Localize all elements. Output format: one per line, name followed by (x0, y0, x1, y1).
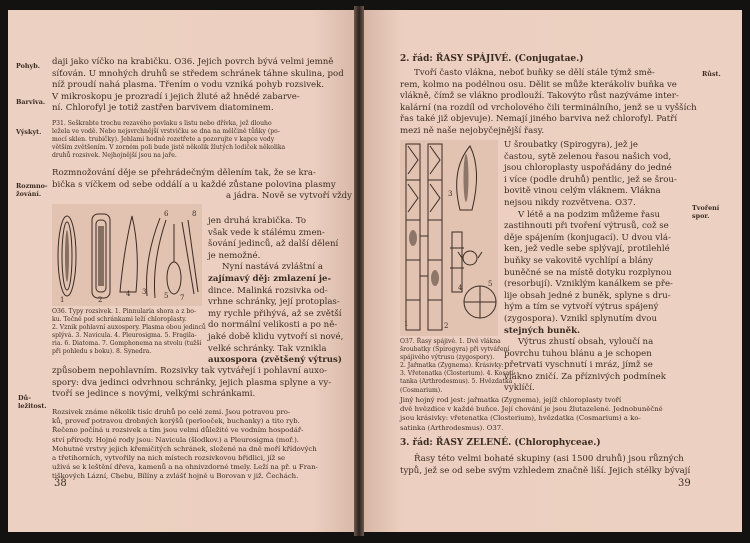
margin-note: Růst. (702, 70, 721, 78)
page-number: 38 (54, 478, 67, 489)
figure-number: 8 (192, 210, 197, 218)
margin-note: Barviva. (16, 98, 46, 106)
figure-number: 5 (488, 280, 493, 288)
margin-note: Tvoření spor. (692, 204, 720, 220)
margin-note: Pohyb. (16, 62, 40, 70)
paragraph: způsobem nepohlavním. Rozsivky tak vytvářejí i pohlavní auxo- spory: dva jedinci odvrhnou schránky, jejich plasma splyne a vy- tvoří se jedince s novými, velkými schránkami. (52, 366, 332, 400)
practical-note: P31. Seškrabte trochu rezavého povlaku s listu nebo dřívka, jež dlouho ležela ve vodě. Nebo nejsvrchnější vrstvičku se dna na mělčině tůňky (po- mocí sklen. trubičky). Jehlami hodně rozetřete a pozorujte v kapce vody větším zvětšením. V zorném poli bude jistě několik žlutých lodiček několika druhů rozsivek. Nejhojnější jsou na jaře. (52, 120, 286, 160)
figure-number: 3 (448, 190, 453, 198)
figure-number: 1 (60, 296, 65, 304)
figure-number: 5 (164, 292, 169, 300)
figure-number: 4 (126, 290, 131, 298)
right-page (364, 10, 742, 532)
figure-number: 4 (458, 284, 463, 292)
conjugatae-figure (400, 140, 498, 336)
figure-caption: O36. Typy rozsivek. 1. Pinnularia shora a z bo- ku. Tečně pod schránkami leží chloroplasty. 2. Vznik pohlavní auxospory. Plasma obou jedinců splývá. 3. Navicula. 4. Pleurosigma. 5. Fragila- ria. 6. Diatoma. 7. Gomphonema na stvolu (tužší při pohledu s boku). 8. Synedra. (52, 308, 206, 356)
paragraph: Jiný hojný rod jest: jařmatka (Zygnema), jejíž chloroplasty tvoří dvě hvězdice v každé buňce. Její chování je jsou žlutazelené. Jednobuněčné jsou krásivky: vřetenatka (Closterium), hvězdatka (Cosmarium) a ko- satinka (Arthrodesmus). O37. (400, 396, 663, 432)
figure-number: 1 (404, 320, 409, 328)
page-number: 39 (678, 478, 691, 489)
paragraph: Rozmnožování děje se přehrádečným dělením tak, že se kra- bička s víčkem od sebe oddálí a u každé zůstane polovina plasmy a jádra. Nově se vytvoří vždy (52, 168, 352, 202)
paragraph: Rozsivek známe několik tisíc druhů po celé zemi. Jsou potravou pro- ků, proveď potravou drobných korýšů (perlooček, buchanky) a tito ryb. Řečeno počíná u rozsivek a tím jsou velmi důležité ve vodním hospodář- ství přírody. Hojné rody jsou: Navicula (šlodkov.) a Pleurosigma (moř.). Mohutné vrstvy jejich křemičitých schránek, složené na dně moří křídových a třetihorních, vytvořily na nich místech rozsivkovou břidlici, jíž se užívá se k leštění dřeva, kamenů a na ohnivzdorné tmely. Leží na př. u Fran- tiškových Lázní, Chebu, Bílíny a zvlášť hojně u Borovan v již. Čechách. (52, 408, 318, 481)
figure-number: 2 (98, 296, 103, 304)
section-heading: 2. řád: ŘASY SPÁJIVÉ. (Conjugatae.) (400, 54, 584, 64)
paragraph: Tvoří často vlákna, neboť buňky se dělí stále týmž smě- rem, kolmo na podélnou osu. Dělit se může kterákoliv buňka ve vlákně, čímž se vlákno prodlouží. Takovýto růst nazýváme inter- kalární (na rozdíl od vrcholového čili terminálního, jenž se u vyšších řas také již objevuje). Nemají jiného barviva než chlorofyl. Patří mezi ně naše nejobyčejnější řasy. (400, 68, 697, 136)
figure-number: 2 (444, 322, 449, 330)
margin-note: Dů-ležitost. (18, 394, 47, 410)
paragraph: jen druhá krabička. To však vede k stálému zmen- šování jedinců, až další dělení je nemožné. Nyní nastává zvláštní a zajímavý děj: zmlazení je- dince. Malinká rozsivka od- vrhne schránky, její protoplas- my rychle přihývá, až se zvětší do normální velikosti a po ně- jaké době klidu vytvoří si nové, velké schránky. Tak vznikla auxospora (zvětšený výtrus) (208, 216, 344, 366)
paragraph: U šroubatky (Spirogyra), jež je častou, sytě zelenou řasou našich vod, jsou chloroplasty uspořádány do jedné i více (podle druhů) pentlic, jež se šrou- bovitě vinou celým vláknem. Vlákna nejsou nikdy rozvětvena. O37. V létě a na podzim můžeme řasu zastihnouti při tvoření výtrusů, což se děje spájením (konjugací). U dvou vlá- ken, jež vedle sebe splývají, protilehlé buňky se vakovitě vychlípí a blány buněčné se na místě dotyku rozplynou (resorbují). Vzniklým kanálkem se pře- lije obsah jedné z buněk, splyne s dru- hým a tím se vytvoří výtrus spájený (zygospora). Vznikl splynutím dvou stejných buněk. Výtrus zhustí obsah, vyloučí na povrchu tuhou blánu a je schopen přetrvati vyschnutí i mráz, jímž se vlákno zničí. Za příznivých podmínek vyklíčí. (504, 140, 677, 394)
figure-number: 3 (142, 288, 147, 296)
section-heading: 3. řád: ŘASY ZELENÉ. (Chlorophyceae.) (400, 438, 601, 448)
figure-caption: O37. Řasy spájivé. 1. Dvě vlákna šroubatky (Spirogyra) při vytváření spájivého výtrusu (zygospory). 2. Jařmatka (Zygnema). Krásivky: 3. Vřetenatka (Closterium). 4. Kosatí- tanka (Arthrodesmus). 5. Hvězdatka (Cosmarium). (400, 338, 516, 394)
paragraph: daji jako víčko na krabičku. O36. Jejich povrch bývá velmi jemně síťován. U mnohých druhů se středem schránek táhne skulina, pod níž proudí nahá plasma. Třením o vodu vzniká pohyb rozsivek. V mikroskopu je prozradí i jejich žluté až hnědé zabarve- ní. Chlorofyl je totiž zastřen barvivem diatominem. (52, 57, 344, 114)
algae-illustration (400, 140, 498, 336)
paragraph: Řasy této velmi bohaté skupiny (asi 1500 druhů) jsou různých typů, jež se od sebe svým vzhledem značně liší. Jejich stélky bývají (400, 454, 691, 476)
left-page (8, 10, 354, 532)
margin-note: Výskyt. (16, 128, 42, 136)
figure-number: 7 (180, 294, 185, 302)
diatom-figure (52, 204, 202, 306)
margin-note: Rozmno-žování. (16, 182, 48, 198)
book-gutter (354, 6, 364, 536)
figure-number: 6 (164, 210, 169, 218)
